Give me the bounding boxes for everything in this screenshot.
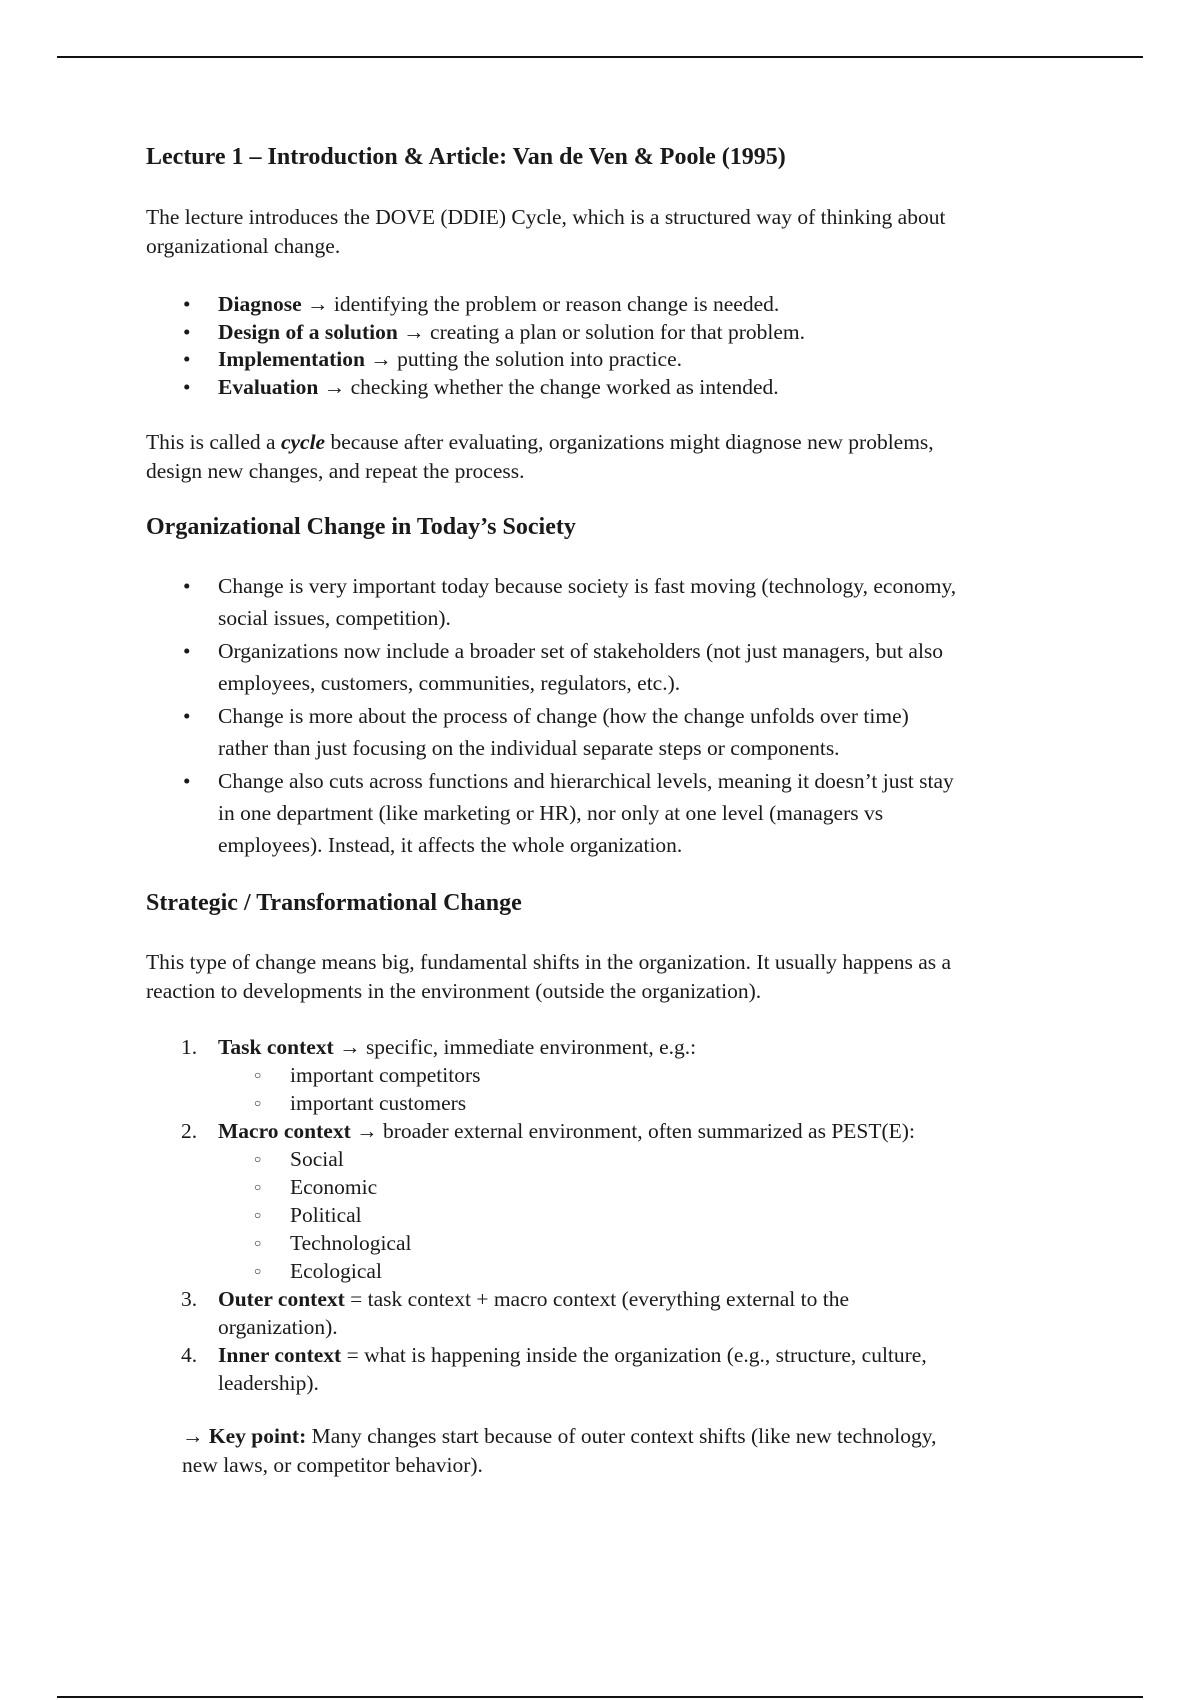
list-item: • Implementation → putting the solution into practice. xyxy=(183,346,805,374)
strategic-line-2: reaction to developments in the environment (outside the organization). xyxy=(146,979,762,1003)
list-item: • Design of a solution → creating a plan or solution for that problem. xyxy=(183,319,805,347)
sub-list-item: ○ Economic xyxy=(218,1173,927,1201)
intro-line-1: The lecture introduces the DOVE (DDIE) Cycle, which is a structured way of thinking about xyxy=(146,205,946,229)
strategic-paragraph xyxy=(146,948,1066,1006)
list-item: 1. Task context → specific, immediate environment, e.g.: ○ important competitors ○ important customers xyxy=(181,1033,927,1117)
sub-list-item: ○ Technological xyxy=(218,1229,927,1257)
cycle-note-line-1: This is called a cycle because after evaluating, organizations might diagnose new problems, xyxy=(146,430,934,454)
context-list xyxy=(181,1033,927,1397)
list-item: • Organizations now include a broader set of stakeholders (not just managers, but also employees, customers, communities, regulators, etc.). xyxy=(183,635,956,699)
top-rule xyxy=(57,56,1143,58)
sub-list-item: ○ Social xyxy=(218,1145,927,1173)
list-item: • Change also cuts across functions and hierarchical levels, meaning it doesn’t just stay in one department (like marketing or HR), nor only at one level (managers vs employees). Instead, it affects the whole organization. xyxy=(183,765,956,861)
sub-list-item: ○ Political xyxy=(218,1201,927,1229)
sub-list-item: ○ important customers xyxy=(218,1089,927,1117)
intro-paragraph xyxy=(146,203,1066,261)
lecture-title: Lecture 1 – Introduction & Article: Van de Ven & Poole (1995) xyxy=(146,144,786,170)
sub-list-item: ○ important competitors xyxy=(218,1061,927,1089)
list-item: • Diagnose → identifying the problem or reason change is needed. xyxy=(183,291,805,319)
list-item: 2. Macro context → broader external environment, often summarized as PEST(E): ○ Social ○ Economic ○ Political ○ Technological ○ Ecological xyxy=(181,1117,927,1285)
list-item: 4. Inner context = what is happening inside the organization (e.g., structure, culture, leadership). xyxy=(181,1343,927,1395)
cycle-note-paragraph xyxy=(146,428,1066,486)
list-item: • Change is very important today because society is fast moving (technology, economy, social issues, competition). xyxy=(183,570,956,634)
bottom-rule xyxy=(57,1696,1143,1698)
macro-context-sublist xyxy=(218,1145,927,1285)
intro-line-2: organizational change. xyxy=(146,234,341,258)
list-item: • Change is more about the process of change (how the change unfolds over time) rather than just focusing on the individual separate steps or components. xyxy=(183,700,956,764)
key-point: → Key point: Many changes start because of outer context shifts (like new technology, new laws, or competitor behavior). xyxy=(182,1424,937,1477)
society-bullets xyxy=(183,570,956,861)
cycle-steps-list xyxy=(183,291,805,401)
list-item: 3. Outer context = task context + macro context (everything external to the organization). xyxy=(181,1287,850,1339)
section-heading-strategic: Strategic / Transformational Change xyxy=(146,890,522,916)
cycle-note-line-2: design new changes, and repeat the process. xyxy=(146,459,525,483)
section-heading-society: Organizational Change in Today’s Society xyxy=(146,514,576,540)
sub-list-item: ○ Ecological xyxy=(218,1257,927,1285)
strategic-line-1: This type of change means big, fundamental shifts in the organization. It usually happens as a xyxy=(146,950,952,974)
list-item: • Evaluation → checking whether the change worked as intended. xyxy=(183,374,805,402)
task-context-sublist xyxy=(218,1061,927,1117)
